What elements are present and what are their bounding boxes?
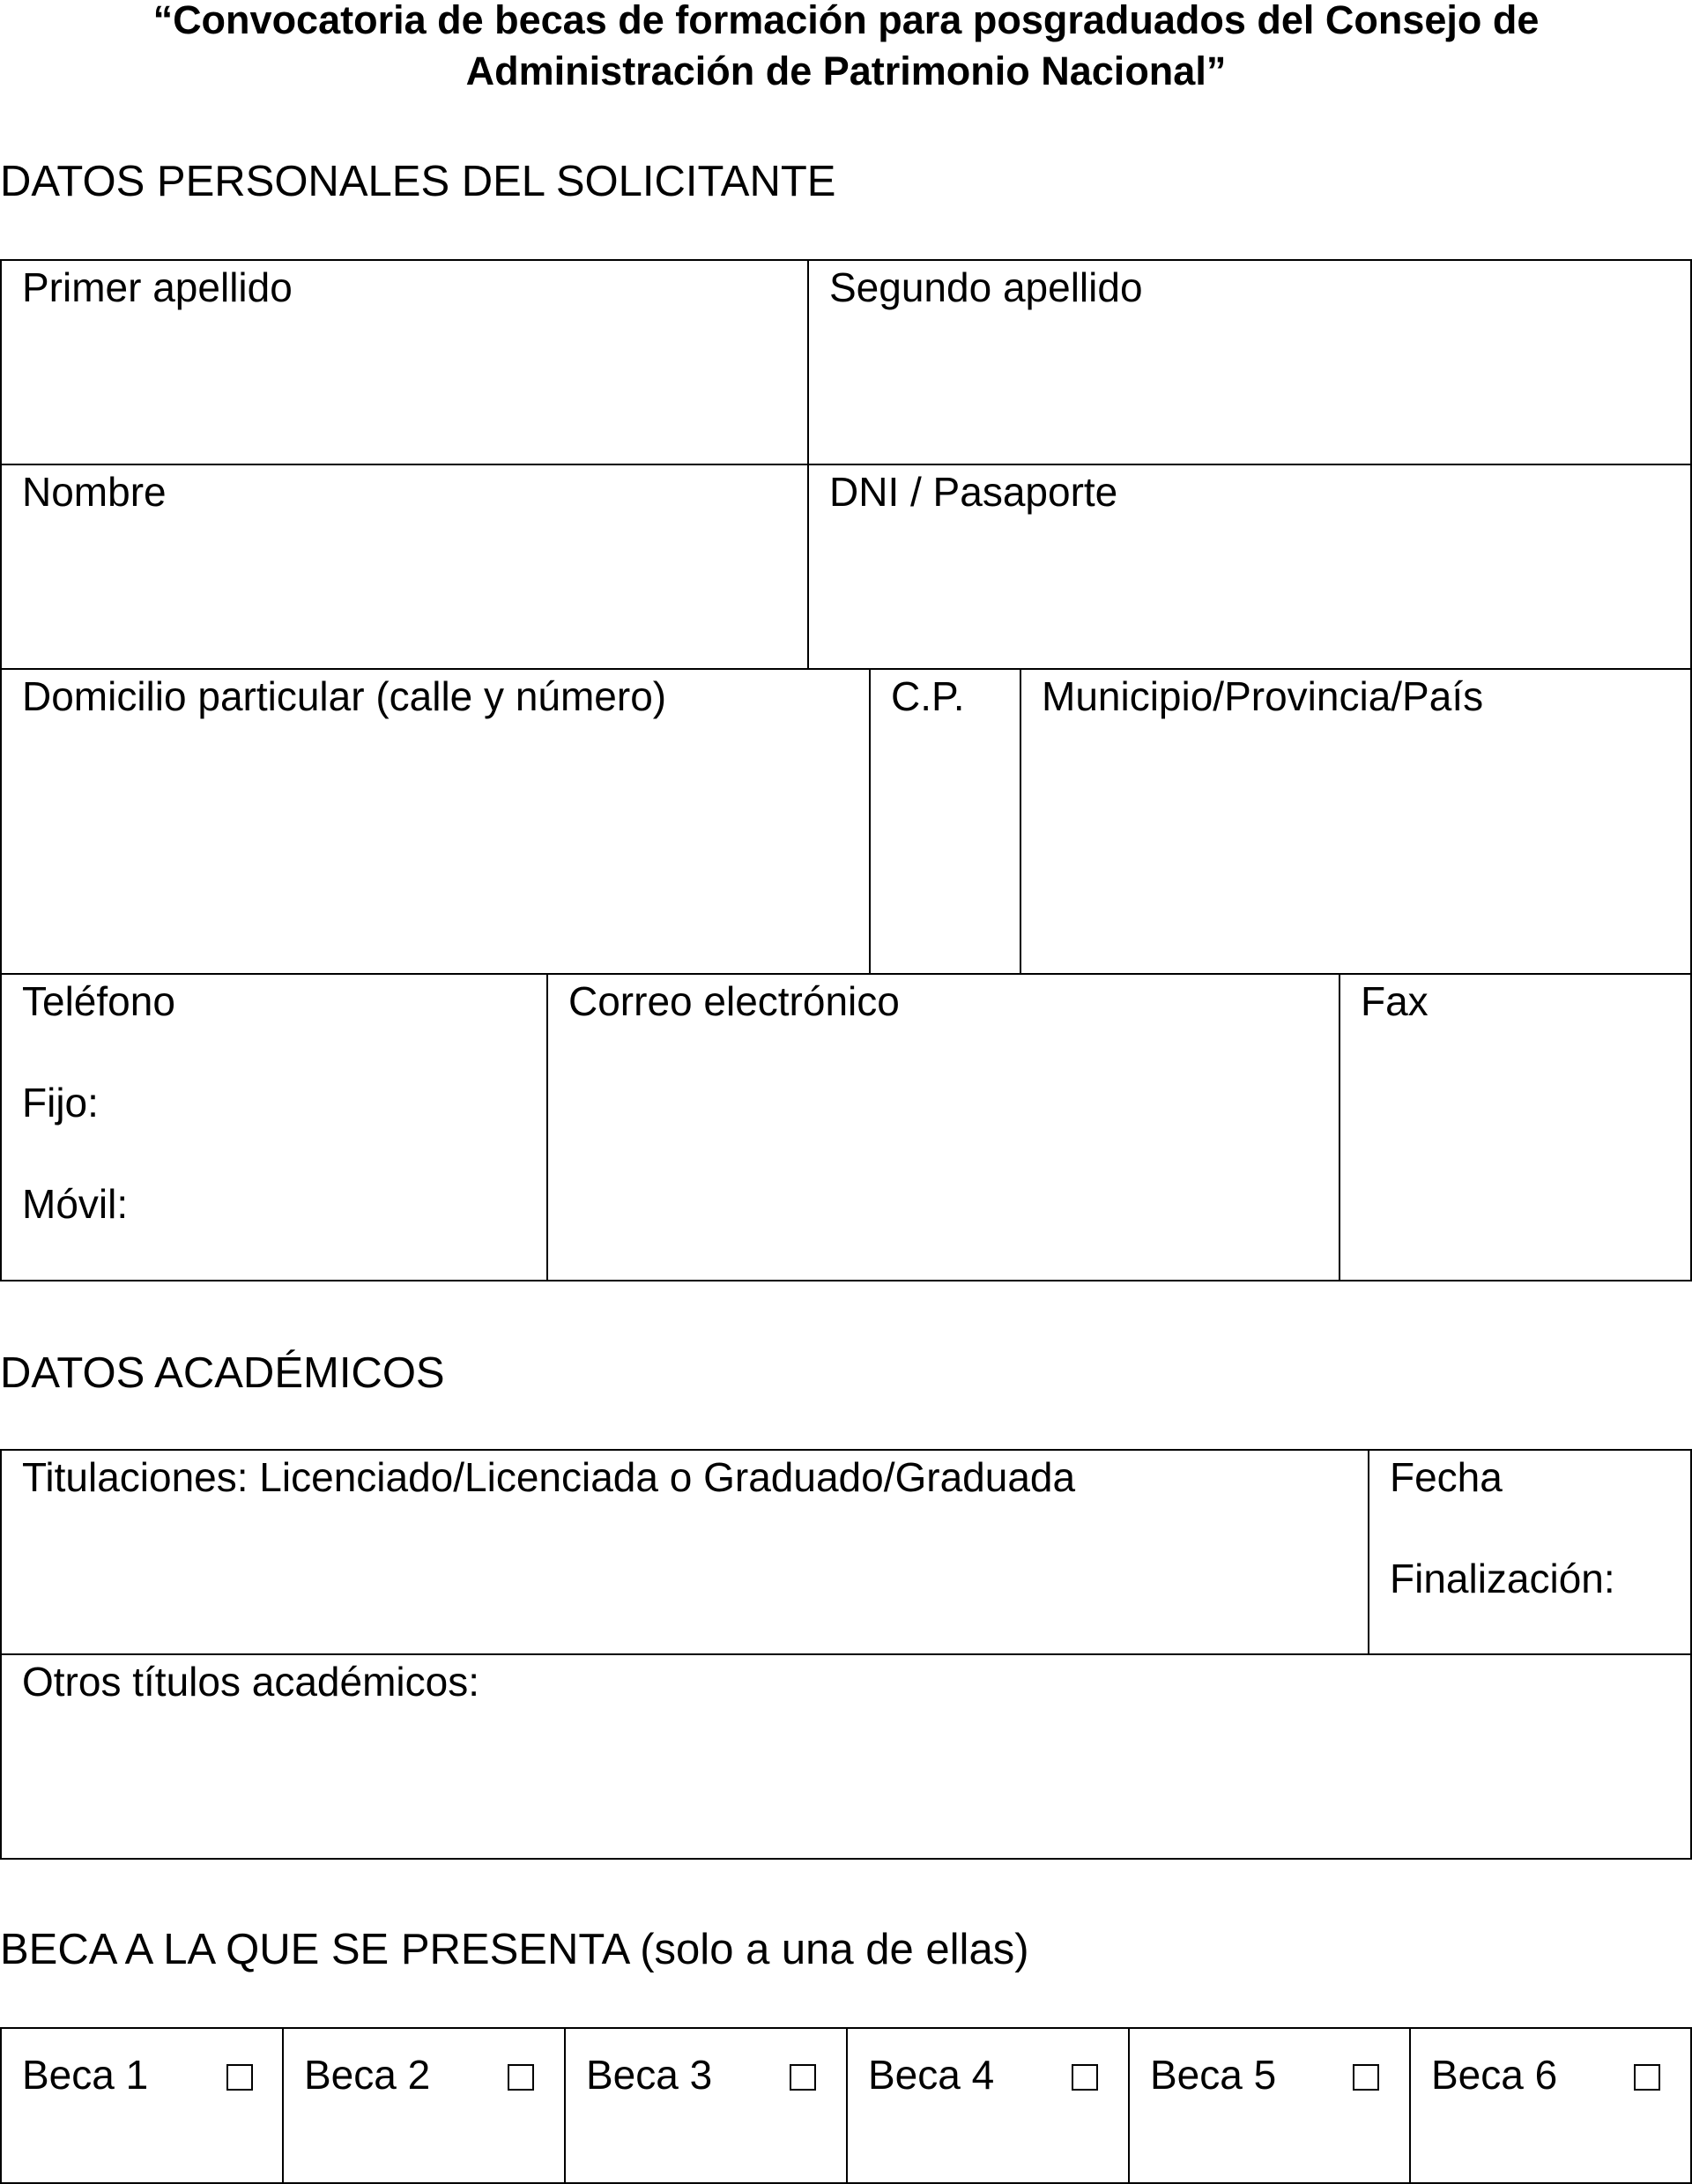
beca-option-label: Beca 6	[1431, 2052, 1558, 2098]
fax-label: Fax	[1361, 978, 1429, 1024]
beca-1-checkbox[interactable]	[226, 2064, 253, 2091]
beca-4-checkbox[interactable]	[1072, 2064, 1098, 2091]
fecha-label: Fecha	[1390, 1454, 1503, 1500]
otros-titulos-label: Otros títulos académicos:	[22, 1659, 479, 1705]
beca-5-checkbox[interactable]	[1353, 2064, 1379, 2091]
segundo-apellido-label: Segundo apellido	[829, 264, 1143, 310]
beca-option-1[interactable]	[0, 2027, 284, 2184]
codigo-postal-field[interactable]	[869, 668, 1021, 975]
primer-apellido-field[interactable]	[0, 259, 809, 465]
beca-option-label: Beca 3	[586, 2052, 713, 2098]
dni-pasaporte-field[interactable]	[807, 464, 1692, 670]
correo-electronico-field[interactable]	[546, 973, 1340, 1281]
correo-electronico-label: Correo electrónico	[568, 978, 900, 1024]
beca-heading: BECA A LA QUE SE PRESENTA (solo a una de ellas)	[0, 1926, 1029, 1973]
titulaciones-label: Titulaciones: Licenciado/Licenciada o Graduado/Graduada	[22, 1454, 1076, 1500]
telefono-label: Teléfono	[22, 978, 175, 1024]
document-title-line-2: Administración de Patrimonio Nacional”	[465, 48, 1227, 93]
nombre-label: Nombre	[22, 469, 167, 515]
finalizacion-label: Finalización:	[1390, 1556, 1615, 1601]
primer-apellido-label: Primer apellido	[22, 264, 293, 310]
academic-data-heading: DATOS ACADÉMICOS	[0, 1349, 445, 1397]
fecha-finalizacion-field[interactable]	[1368, 1449, 1692, 1655]
personal-data-heading: DATOS PERSONALES DEL SOLICITANTE	[0, 158, 836, 205]
telefono-movil-label: Móvil:	[22, 1181, 129, 1227]
beca-option-5[interactable]	[1128, 2027, 1411, 2184]
telefono-field[interactable]	[0, 973, 548, 1281]
beca-2-checkbox[interactable]	[508, 2064, 534, 2091]
document-title-line-1: “Convocatoria de becas de formación para posgraduados del Consejo de	[152, 0, 1540, 42]
beca-option-2[interactable]	[282, 2027, 566, 2184]
beca-6-checkbox[interactable]	[1634, 2064, 1660, 2091]
codigo-postal-label: C.P.	[891, 673, 965, 719]
document-title	[0, 0, 1692, 97]
fax-field[interactable]	[1339, 973, 1692, 1281]
beca-option-label: Beca 5	[1150, 2052, 1277, 2098]
beca-option-4[interactable]	[846, 2027, 1130, 2184]
municipio-label: Municipio/Provincia/País	[1042, 673, 1484, 719]
telefono-fijo-label: Fijo:	[22, 1080, 99, 1125]
beca-option-3[interactable]	[564, 2027, 848, 2184]
beca-option-6[interactable]	[1409, 2027, 1692, 2184]
otros-titulos-field[interactable]	[0, 1653, 1692, 1860]
segundo-apellido-field[interactable]	[807, 259, 1692, 465]
domicilio-label: Domicilio particular (calle y número)	[22, 673, 667, 719]
beca-option-label: Beca 1	[22, 2052, 149, 2098]
beca-option-label: Beca 4	[868, 2052, 995, 2098]
beca-option-label: Beca 2	[304, 2052, 431, 2098]
municipio-field[interactable]	[1020, 668, 1692, 975]
dni-pasaporte-label: DNI / Pasaporte	[829, 469, 1118, 515]
titulaciones-field[interactable]	[0, 1449, 1369, 1655]
beca-3-checkbox[interactable]	[790, 2064, 816, 2091]
domicilio-field[interactable]	[0, 668, 871, 975]
nombre-field[interactable]	[0, 464, 809, 670]
